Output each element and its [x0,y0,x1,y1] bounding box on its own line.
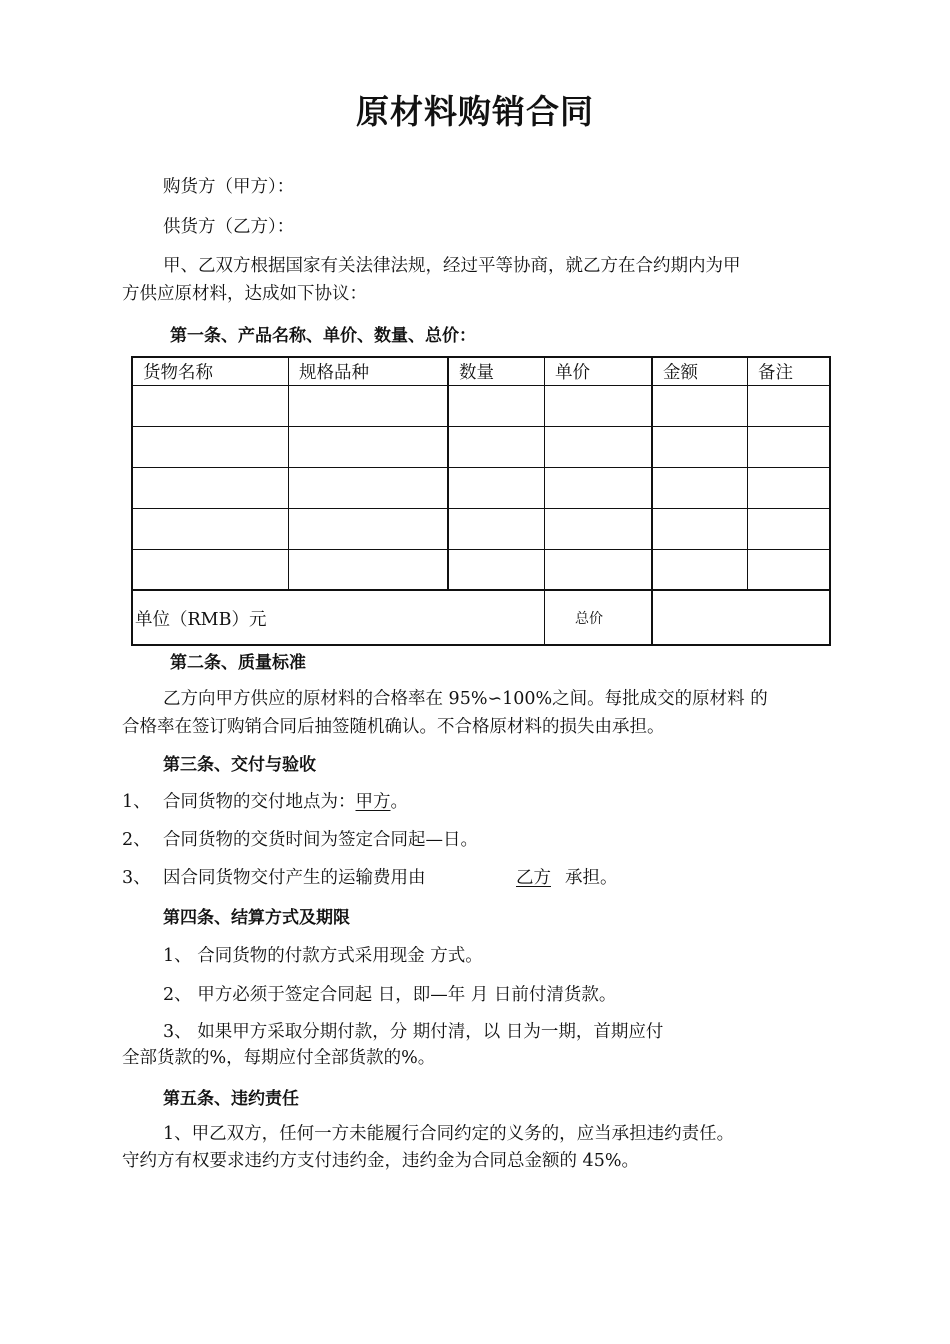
article-4-heading: 第四条、结算方式及期限 [163,908,350,928]
header-unit-price: 单价 [555,363,590,383]
buyer-label: 购货方（甲方）： [163,177,295,197]
total-label: 总价 [575,611,603,627]
header-amount: 金额 [663,363,698,383]
article-5-line-2: 守约方有权要求违约方支付违约金，违约金为合同总金额的 45%。 [122,1151,639,1171]
article-3-heading: 第三条、交付与验收 [163,755,316,775]
item-tail: 。 [390,792,408,812]
article-5-line-1: 1、甲乙双方，任何一方未能履行合同约定的义务的，应当承担违约责任。 [163,1124,735,1144]
header-remarks: 备注 [758,363,793,383]
unit-label: 单位（RMB）元 [135,610,267,630]
article-3-item-3-tail: 承担。 [565,868,618,888]
article-4-item-1: 1、 合同货物的付款方式采用现金 方式。 [163,946,483,966]
article-4-item-3-line-2: 全部货款的%，每期应付全部货款的%。 [122,1048,436,1068]
header-quantity: 数量 [459,363,494,383]
intro-line-1: 甲、乙双方根据国家有关法律法规，经过平等协商，就乙方在合约期内为甲 [163,256,741,276]
article-2-line-2: 合格率在签订购销合同后抽签随机确认。不合格原材料的损失由承担。 [122,717,665,737]
document-title: 原材料购销合同 [356,92,594,131]
article-1-heading: 第一条、产品名称、单价、数量、总价： [170,326,476,346]
header-spec: 规格品种 [299,363,369,383]
article-5-heading: 第五条、违约责任 [163,1089,299,1109]
seller-label: 供货方（乙方）： [163,217,295,237]
article-2-heading: 第二条、质量标准 [170,653,306,673]
freight-payer-fill: 乙方 [516,868,551,888]
delivery-place-fill: 甲方 [355,792,391,812]
article-4-item-2: 2、 甲方必须于签定合同起 日，即—年 月 日前付清货款。 [163,985,617,1005]
article-3-item-2: 合同货物的交货时间为签定合同起—日。 [163,830,478,850]
header-goods-name: 货物名称 [143,363,213,383]
intro-line-2: 方供应原材料，达成如下协议： [122,284,367,304]
item-text: 合同货物的交付地点为： [163,792,356,812]
article-3-item-2-num: 2、 [122,830,151,850]
article-3-item-1 [163,789,408,815]
article-3-item-1-num: 1、 [122,792,151,812]
product-table [131,356,831,646]
article-3-item-3: 因合同货物交付产生的运输费用由 [163,868,426,888]
article-2-line-1: 乙方向甲方供应的原材料的合格率在 95%∽100%之间。每批成交的原材料 的 [163,689,768,709]
article-3-item-3-num: 3、 [122,868,151,888]
article-4-item-3-line-1: 3、 如果甲方采取分期付款，分 期付清，以 日为一期，首期应付 [163,1022,664,1042]
